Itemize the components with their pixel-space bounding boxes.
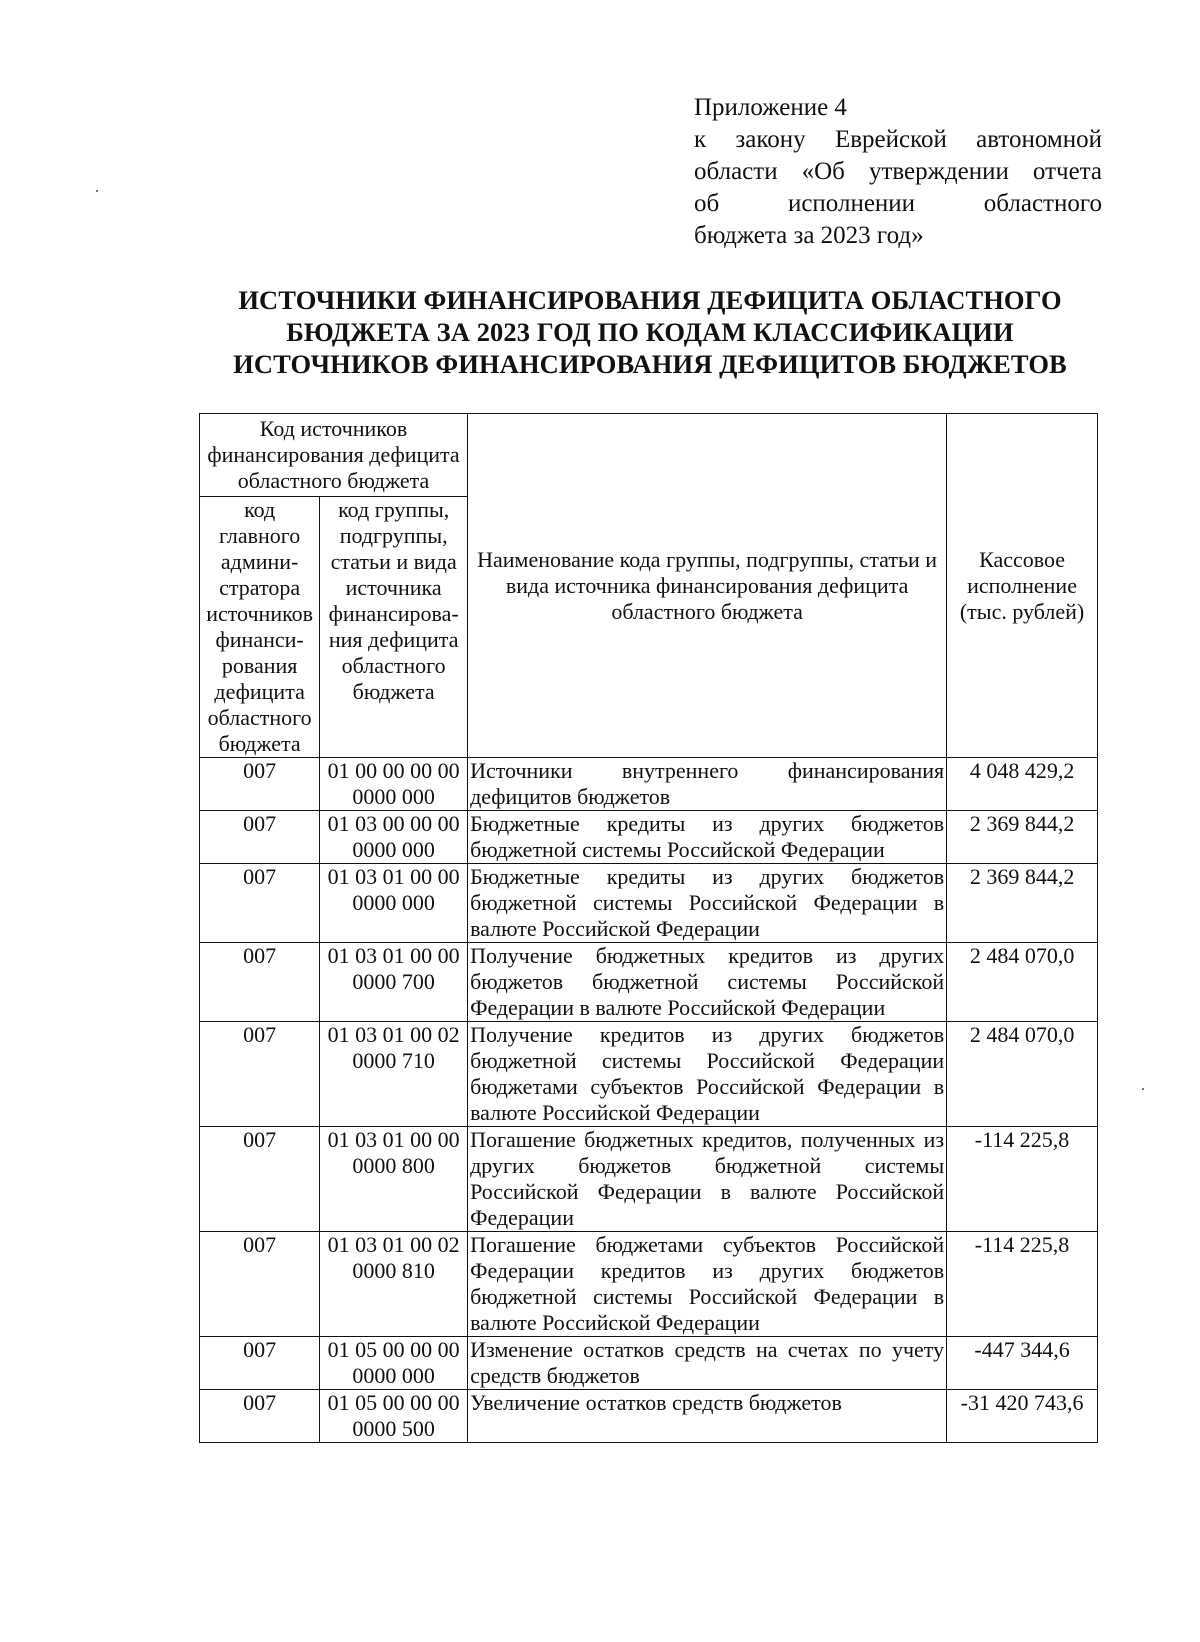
source-name-cell: Бюджетные кредиты из других бюджетов бюджетной системы Российской Федерации [468, 811, 947, 864]
source-name-cell: Изменение остатков средств на счетах по учету средств бюджетов [468, 1337, 947, 1390]
admin-code-cell: 007 [200, 1232, 320, 1337]
admin-code-cell: 007 [200, 1022, 320, 1127]
admin-code-cell: 007 [200, 1127, 320, 1232]
source-code-cell: 01 03 01 00 02 0000 710 [320, 1022, 468, 1127]
admin-code-cell: 007 [200, 811, 320, 864]
document-title [190, 284, 1110, 380]
amount-cell: 2 369 844,2 [947, 811, 1098, 864]
source-name-cell: Получение кредитов из других бюджетов бюджетной системы Российской Федерации бюджетами субъектов Российской Федерации в валюте Российской Федерации [468, 1022, 947, 1127]
table-row [200, 1232, 1098, 1337]
appendix-line: об исполнении областного [694, 190, 1102, 217]
amount-cell: -114 225,8 [947, 1232, 1098, 1337]
amount-cell: 2 369 844,2 [947, 864, 1098, 943]
amount-cell: -31 420 743,6 [947, 1390, 1098, 1443]
table-row [200, 1337, 1098, 1390]
table-row [200, 943, 1098, 1022]
table-row [200, 1022, 1098, 1127]
admin-code-cell: 007 [200, 758, 320, 811]
admin-code-cell: 007 [200, 864, 320, 943]
header-admin-code: код главного админи-стратора источников финанси-рования дефицита областного бюджета [200, 497, 320, 758]
appendix-line: к закону Еврейской автономной [694, 126, 1102, 153]
source-code-cell: 01 03 01 00 00 0000 000 [320, 864, 468, 943]
amount-cell: -114 225,8 [947, 1127, 1098, 1232]
source-code-cell: 01 00 00 00 00 0000 000 [320, 758, 468, 811]
source-code-cell: 01 05 00 00 00 0000 000 [320, 1337, 468, 1390]
table-row [200, 1127, 1098, 1232]
admin-code-cell: 007 [200, 1337, 320, 1390]
table-row [200, 758, 1098, 811]
scan-speck [96, 190, 98, 192]
source-name-cell: Бюджетные кредиты из других бюджетов бюджетной системы Российской Федерации в валюте Российской Федерации [468, 864, 947, 943]
header-row-group [200, 414, 1098, 497]
header-name: Наименование кода группы, подгруппы, статьи и вида источника финансирования дефицита областного бюджета [468, 414, 947, 758]
title-line: ИСТОЧНИКОВ ФИНАНСИРОВАНИЯ ДЕФИЦИТОВ БЮДЖЕТОВ [233, 349, 1067, 379]
appendix-block [694, 92, 1102, 252]
amount-cell: 2 484 070,0 [947, 1022, 1098, 1127]
appendix-line: бюджета за 2023 год» [694, 222, 924, 249]
source-name-cell: Погашение бюджетных кредитов, полученных из других бюджетов бюджетной системы Российской Федерации в валюте Российской Федерации [468, 1127, 947, 1232]
source-code-cell: 01 03 01 00 02 0000 810 [320, 1232, 468, 1337]
header-code-group: Код источников финансирования дефицита областного бюджета [200, 414, 468, 497]
table-row [200, 864, 1098, 943]
title-line: БЮДЖЕТА ЗА 2023 ГОД ПО КОДАМ КЛАССИФИКАЦИИ [286, 317, 1014, 347]
appendix-line: области «Об утверждении отчета [694, 158, 1102, 185]
header-amount: Кассовое исполнение (тыс. рублей) [947, 414, 1098, 758]
amount-cell: 2 484 070,0 [947, 943, 1098, 1022]
source-name-cell: Увеличение остатков средств бюджетов [468, 1390, 947, 1443]
header-source-code: код группы, подгруппы, статьи и вида источника финансирова-ния дефицита областного бюджета [320, 497, 468, 758]
table-row [200, 811, 1098, 864]
sources-table [199, 413, 1098, 1443]
table-body [200, 758, 1098, 1443]
admin-code-cell: 007 [200, 943, 320, 1022]
admin-code-cell: 007 [200, 1390, 320, 1443]
amount-cell: 4 048 429,2 [947, 758, 1098, 811]
source-name-cell: Источники внутреннего финансирования дефицитов бюджетов [468, 758, 947, 811]
appendix-title: Приложение 4 [694, 94, 847, 121]
source-code-cell: 01 05 00 00 00 0000 500 [320, 1390, 468, 1443]
source-code-cell: 01 03 00 00 00 0000 000 [320, 811, 468, 864]
table-row [200, 1390, 1098, 1443]
source-code-cell: 01 03 01 00 00 0000 700 [320, 943, 468, 1022]
title-line: ИСТОЧНИКИ ФИНАНСИРОВАНИЯ ДЕФИЦИТА ОБЛАСТНОГО [238, 285, 1062, 315]
source-name-cell: Получение бюджетных кредитов из других бюджетов бюджетной системы Российской Федерации в валюте Российской Федерации [468, 943, 947, 1022]
source-name-cell: Погашение бюджетами субъектов Российской Федерации кредитов из других бюджетов бюджетной системы Российской Федерации в валюте Российской Федерации [468, 1232, 947, 1337]
scan-speck [1142, 1088, 1144, 1090]
amount-cell: -447 344,6 [947, 1337, 1098, 1390]
source-code-cell: 01 03 01 00 00 0000 800 [320, 1127, 468, 1232]
